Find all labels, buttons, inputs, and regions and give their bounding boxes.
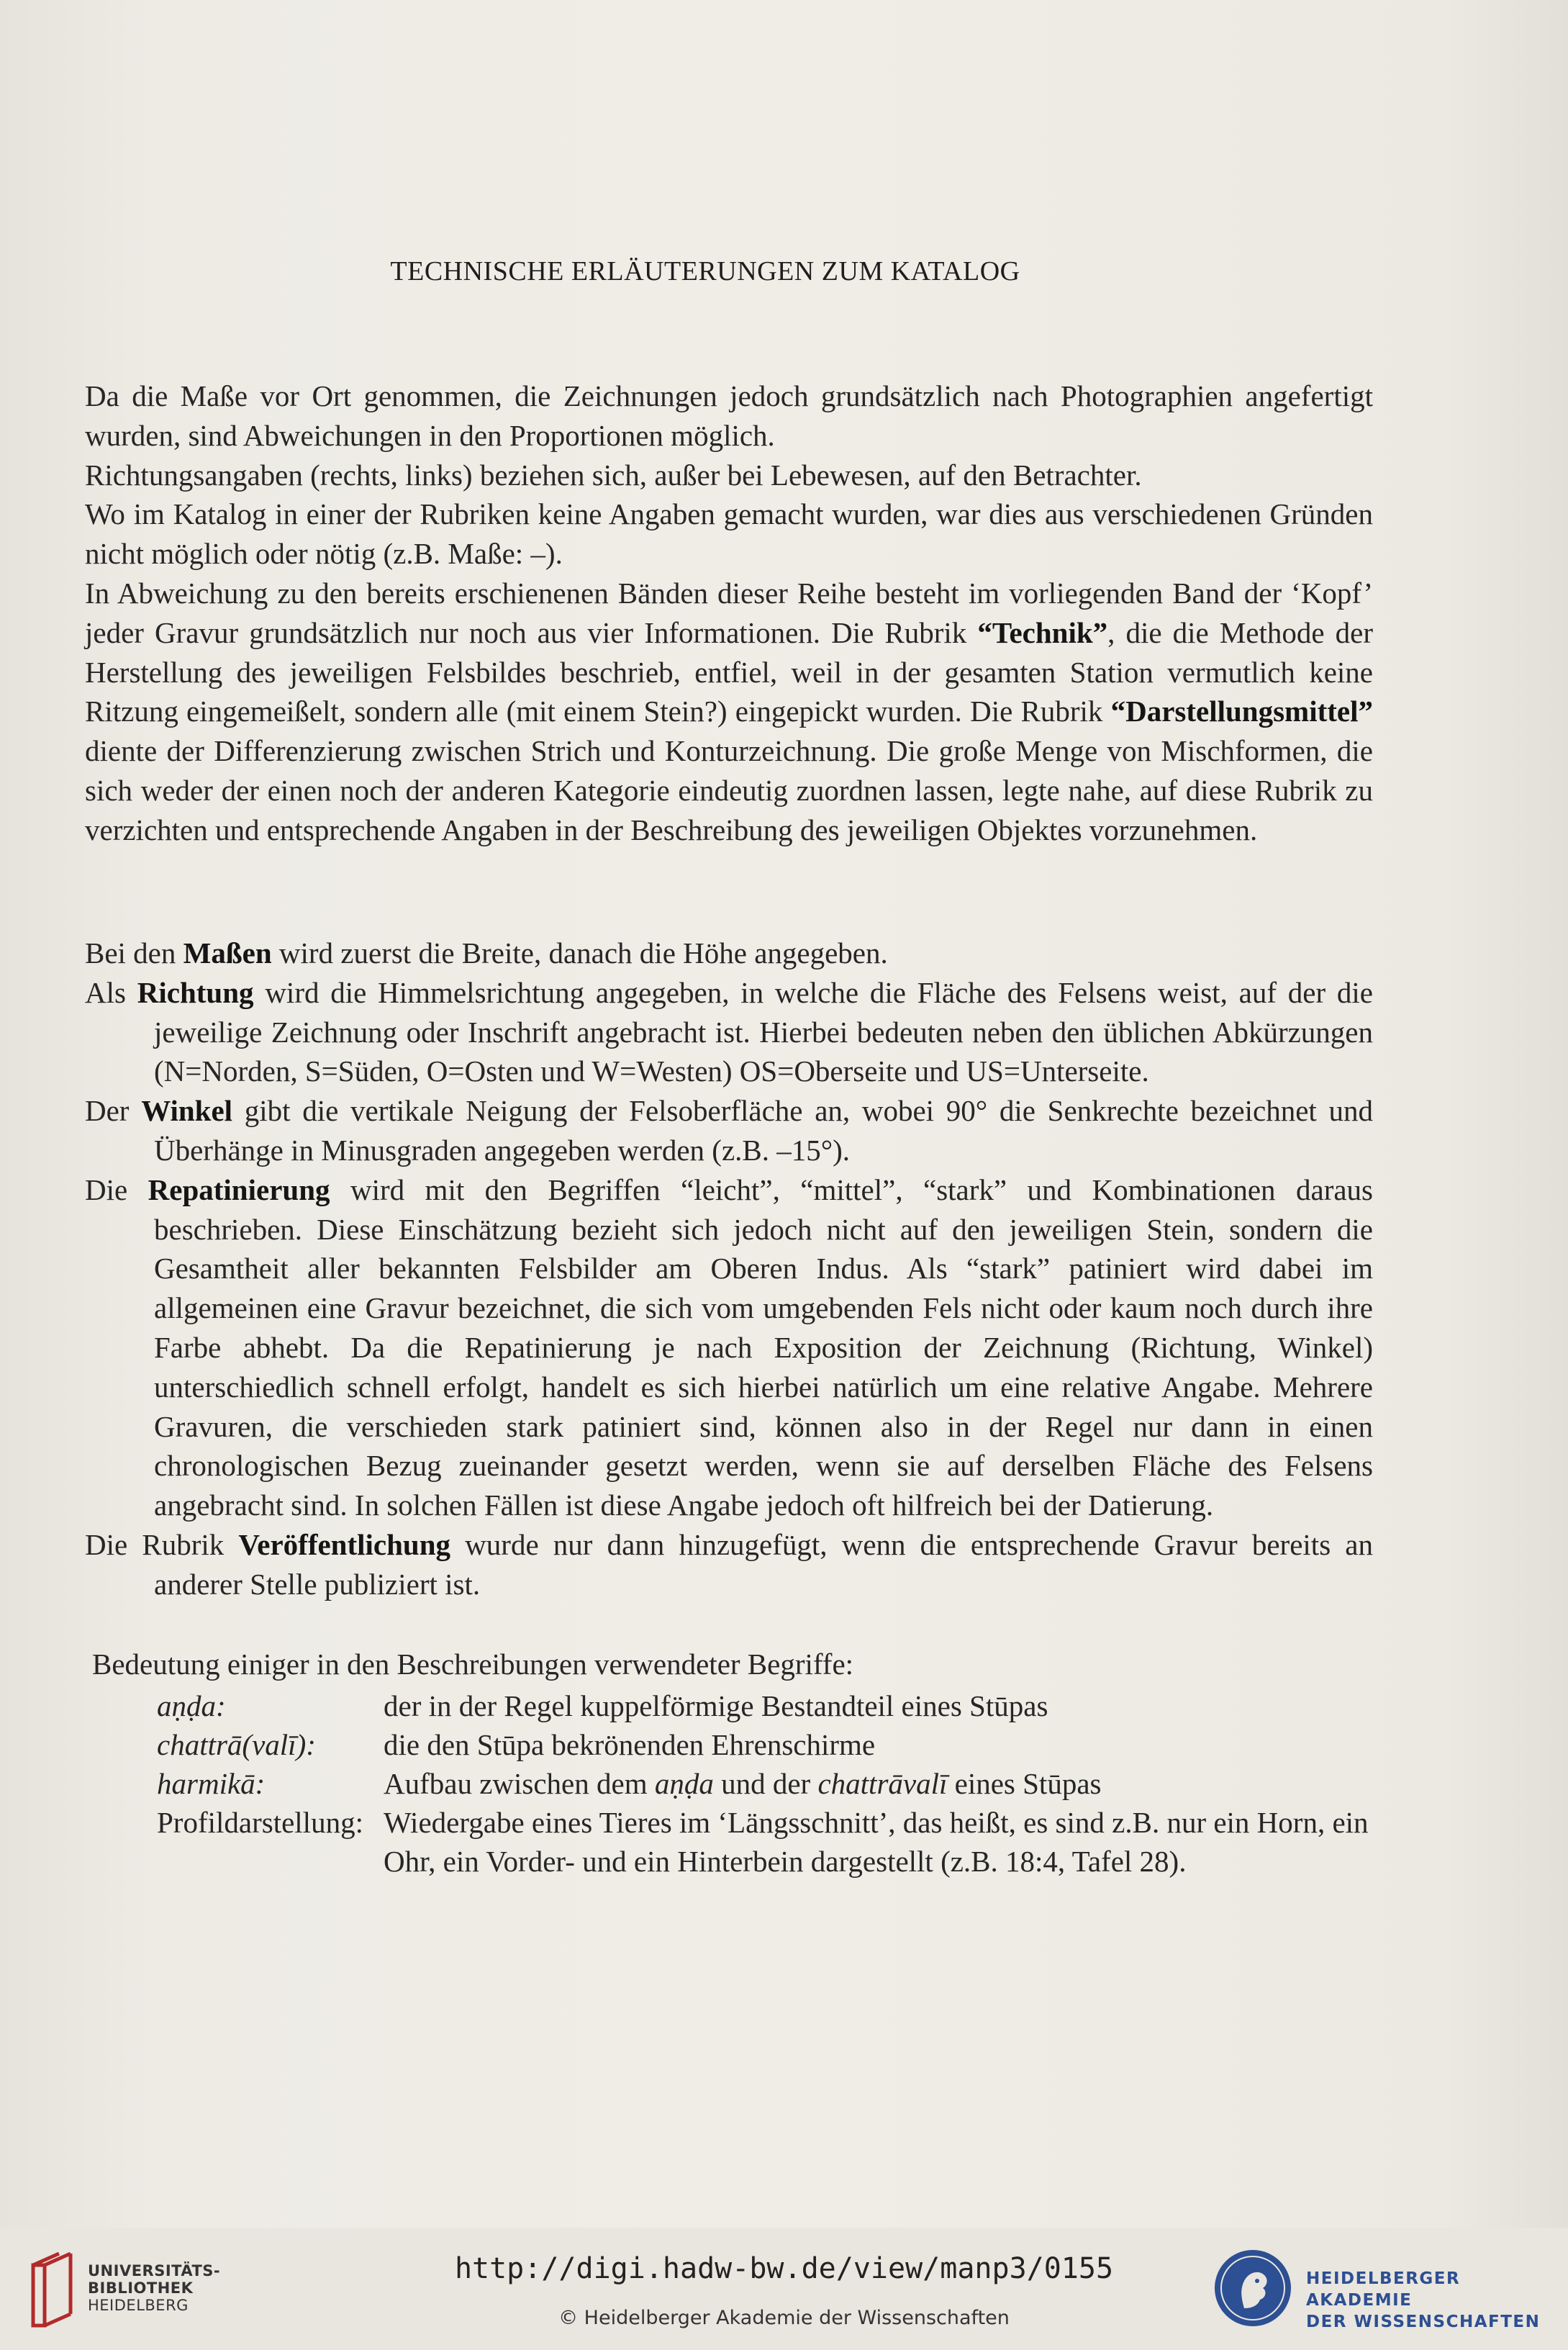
academy-name: HEIDELBERGER AKADEMIE DER WISSENSCHAFTEN	[1306, 2269, 1541, 2331]
glossary-term: Profildarstellung:	[157, 1806, 363, 1839]
page-title: TECHNISCHE ERLÄUTERUNGEN ZUM KATALOG	[390, 256, 1020, 286]
bleed-through-text	[1216, 169, 1223, 199]
glossary-heading: Bedeutung einiger in den Beschreibungen verwendeter Begriffe:	[92, 1648, 854, 1681]
term-darstellungsmittel: “Darstellungsmittel”	[1110, 695, 1373, 728]
intro-paragraph: Da die Maße vor Ort genommen, die Zeichnungen jedoch grundsätzlich nach Photographien angefertigt wurden, sind Abweichungen in den Proportionen möglich.	[85, 379, 1373, 452]
rubric-richtung: Als Richtung wird die Himmelsrichtung angegeben, in welche die Fläche des Felsens weist, auf der die jeweilige Zeichnung oder Inschrift angebracht ist. Hierbei bedeuten neben den üblichen Abkürzungen (N=Norden, S=Süden, O=Osten und W=Westen) OS=Oberseite und US=Unterseite.	[85, 975, 1374, 1088]
copyright-notice: © Heidelberger Akademie der Wissenschaften	[558, 2307, 1010, 2329]
rubric-veroeffentlichung: Die Rubrik Veröffentlichung wurde nur dann hinzugefügt, wenn die entsprechende Gravur bereits an anderer Stelle publiziert ist.	[85, 1527, 1374, 1601]
glossary-definition: der in der Regel kuppelförmige Bestandteil eines Stūpas	[384, 1689, 1048, 1722]
permalink-url[interactable]: http://digi.hadw-bw.de/view/manp3/0155	[454, 2252, 1114, 2285]
rubric-masse: Bei den Maßen wird zuerst die Breite, danach die Höhe angegeben.	[85, 936, 888, 970]
abweichung-paragraph: In Abweichung zu den bereits erschienenen Bänden dieser Reihe besteht im vorliegenden Band der ‘Kopf’ jeder Gravur grundsätzlich nur noch aus vier Informationen. Die Rubrik “Technik”, die die Methode der Herstellung des jeweiligen Felsbildes beschrieb, entfiel, weil in der gesamten Station vermutlich keine Ritzung eingemeißelt, sondern alle (mit einem Stein?) eingepickt wurden. Die Rubrik “Darstellungsmittel” diente der Differenzierung zwischen Strich und Konturzeichnung. Die große Menge von Mischformen, die sich weder der einen noch der anderen Kategorie eindeutig zuordnen lassen, legte nahe, auf diese Rubrik zu verzichten und entsprechende Angaben in der Beschreibung des jeweiligen Objektes vorzunehmen.	[85, 576, 1373, 846]
glossary-term: aṇḍa:	[157, 1689, 226, 1722]
intro-paragraph: Wo im Katalog in einer der Rubriken keine Angaben gemacht wurden, war dies aus verschiedenen Gründen nicht möglich oder nötig (z.B. Maße: –).	[85, 497, 1373, 571]
rubric-winkel: Der Winkel gibt die vertikale Neigung der Felsoberfläche an, wobei 90° die Senkrechte bezeichnet und Überhänge in Minusgraden angegeben werden (z.B. –15°).	[85, 1094, 1374, 1167]
glossary-definition: die den Stūpa bekrönenden Ehrenschirme	[384, 1728, 876, 1761]
glossary-definition: Aufbau zwischen dem aṇḍa und der chattrāvalī eines Stūpas	[384, 1767, 1102, 1800]
university-library-name: UNIVERSITÄTS- BIBLIOTHEK HEIDELBERG	[88, 2262, 221, 2314]
glossary-table	[157, 1686, 1380, 1881]
glossary-term: chattrā(valī):	[157, 1728, 316, 1761]
intro-section	[85, 376, 1373, 850]
intro-paragraph: Richtungsangaben (rechts, links) beziehen sich, außer bei Lebewesen, auf den Betrachter.	[85, 458, 1142, 492]
glossary-term: harmikā:	[157, 1767, 266, 1800]
glossary-definition: Wiedergabe eines Tieres im ‘Längsschnitt’, das heißt, es sind z.B. nur ein Horn, ein Ohr, ein Vorder- und ein Hinterbein dargestellt (z.B. 18:4, Tafel 28).	[384, 1806, 1369, 1878]
rubrics-section	[85, 934, 1373, 1604]
glossary-row	[157, 1686, 1380, 1725]
rubric-repatinierung: Die Repatinierung wird mit den Begriffen “leicht”, “mittel”, “stark” und Kombinationen daraus beschrieben. Diese Einschätzung bezieht sich jedoch nicht auf den jeweiligen Stein, sondern die Gesamtheit aller bekannten Felsbilder am Oberen Indus. Als “stark” patiniert wird dabei im allgemeinen eine Gravur bezeichnet, die sich vom umgebenden Fels nicht oder kaum noch durch ihre Farbe abhebt. Da die Repatinierung je nach Exposition der Zeichnung (Richtung, Winkel) unterschiedlich schnell erfolgt, handelt es sich hierbei natürlich um eine relative Angabe. Mehrere Gravuren, die verschieden stark patiniert sind, können also in der Regel nur dann in einen chronologischen Bezug zueinander gesetzt werden, wenn sie auf derselben Fläche des Felsens angebracht sind. In solchen Fällen ist diese Angabe jedoch oft hilfreich bei der Datierung.	[85, 1172, 1374, 1522]
glossary-row	[157, 1725, 1380, 1764]
viewer-footer	[0, 2228, 1568, 2350]
term-technik: “Technik”	[977, 615, 1108, 649]
glossary-row	[157, 1803, 1380, 1881]
glossary-row	[157, 1764, 1380, 1803]
academy-seal-icon	[1213, 2248, 1293, 2328]
